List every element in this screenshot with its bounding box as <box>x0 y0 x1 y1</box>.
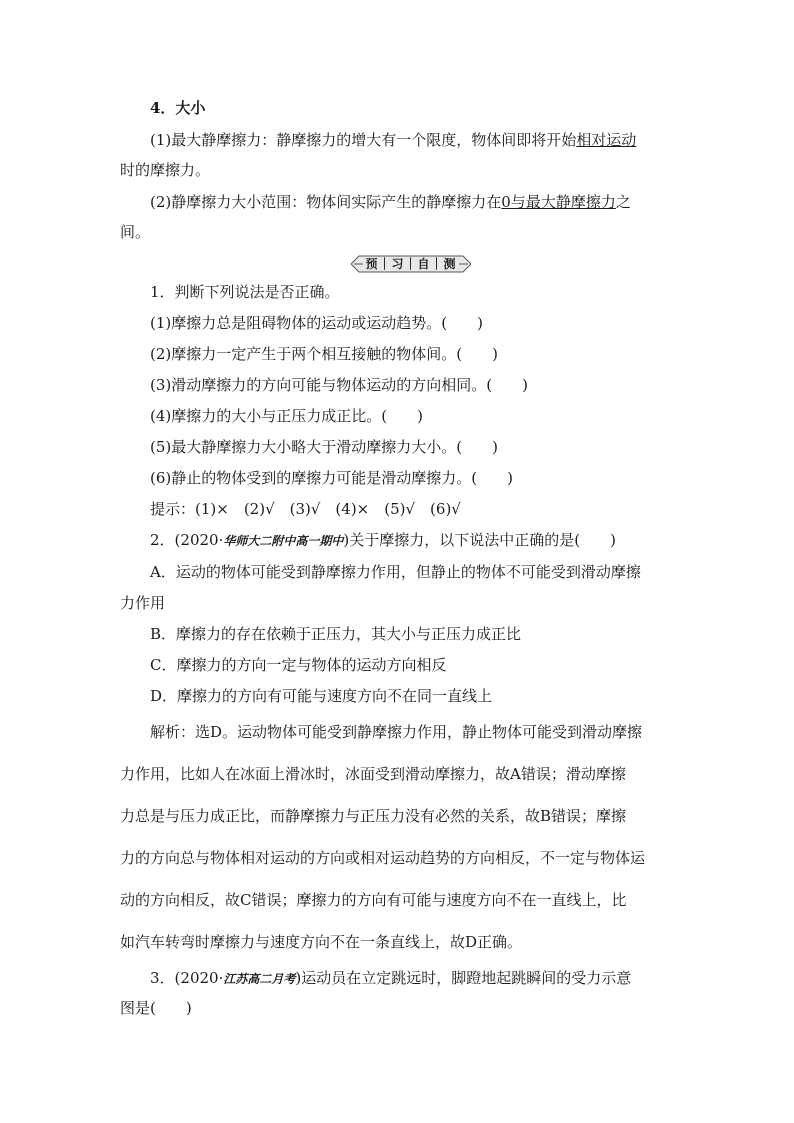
question-3-continuation: 图是( ) <box>120 999 192 1017</box>
preview-selftest-banner <box>351 255 471 273</box>
underlined-term: 与 <box>510 193 526 211</box>
question-1-hint: 提示：(1)× (2)√ (3)√ (4)× (5)√ (6)√ <box>150 500 461 518</box>
analysis-line: 力作用，比如人在冰面上滑冰时，冰面受到滑动摩擦力，故A错误；滑动摩擦 <box>120 765 626 783</box>
section-heading: 4．大小 <box>150 99 206 117</box>
underlined-term: 0 <box>501 193 511 211</box>
text-run: (2)静摩擦力大小范围：物体间实际产生的静摩擦力在 <box>150 193 502 211</box>
text-run: )关于摩擦力，以下说法中正确的是( ) <box>343 531 616 549</box>
question-number: 2．(2020· <box>150 531 224 549</box>
option-b: B．摩擦力的存在依赖于正压力，其大小与正压力成正比 <box>150 625 522 643</box>
question-source: 华师大二附中高一期中 <box>223 534 344 548</box>
banner-label: 预｜习｜自｜测 <box>365 257 457 271</box>
question-1-item: (3)滑动摩擦力的方向可能与物体运动的方向相同。( ) <box>150 376 528 394</box>
analysis-line: 力的方向总与物体相对运动的方向或相对运动趋势的方向相反，不一定与物体运 <box>120 849 646 867</box>
underlined-term: 相对运动 <box>576 131 637 149</box>
question-1-item: (1)摩擦力总是阻碍物体的运动或运动趋势。( ) <box>150 314 483 332</box>
question-1-item: (6)静止的物体受到的摩擦力可能是滑动摩擦力。( ) <box>150 469 513 487</box>
question-3-stem <box>150 968 680 989</box>
question-1-item: (4)摩擦力的大小与正压力成正比。( ) <box>150 407 423 425</box>
question-1-item: (5)最大静摩擦力大小略大于滑动摩擦力大小。( ) <box>150 438 498 456</box>
text-run: (1)最大静摩擦力：静摩擦力的增大有一个限度，物体间即将开始 <box>150 131 577 149</box>
option-d: D．摩擦力的方向有可能与速度方向不在同一直线上 <box>150 687 493 705</box>
option-c: C．摩擦力的方向一定与物体的运动方向相反 <box>150 656 447 674</box>
question-number: 3．(2020· <box>150 969 224 987</box>
analysis-line: 如汽车转弯时摩擦力与速度方向不在一条直线上，故D正确。 <box>120 933 523 951</box>
question-1-item: (2)摩擦力一定产生于两个相互接触的物体间。( ) <box>150 345 498 363</box>
underlined-term: 最大静摩擦力 <box>525 193 616 211</box>
analysis-line: 动的方向相反，故C错误；摩擦力的方向有可能与速度方向不在一直线上，比 <box>120 891 627 909</box>
question-2-stem <box>150 530 680 551</box>
text-run: )运动员在立定跳远时，脚蹬地起跳瞬间的受力示意 <box>295 969 632 987</box>
paragraph-static-friction-range <box>150 192 680 212</box>
text-run: 之 <box>615 193 631 211</box>
paragraph-max-static-friction <box>150 130 680 150</box>
option-a: A．运动的物体可能受到静摩擦力作用，但静止的物体不可能受到滑动摩擦 <box>150 563 641 581</box>
question-1-stem: 1．判断下列说法是否正确。 <box>150 283 340 301</box>
paragraph-continuation: 时的摩擦力。 <box>120 161 211 179</box>
question-source: 江苏高二月考 <box>223 972 296 986</box>
option-a-continuation: 力作用 <box>120 594 166 612</box>
paragraph-continuation: 间。 <box>120 223 151 241</box>
analysis-line: 解析：选D。运动物体可能受到静摩擦力作用，静止物体可能受到滑动摩擦 <box>150 723 643 741</box>
analysis-line: 力总是与压力成正比，而静摩擦力与正压力没有必然的关系，故B错误；摩擦 <box>120 807 627 825</box>
